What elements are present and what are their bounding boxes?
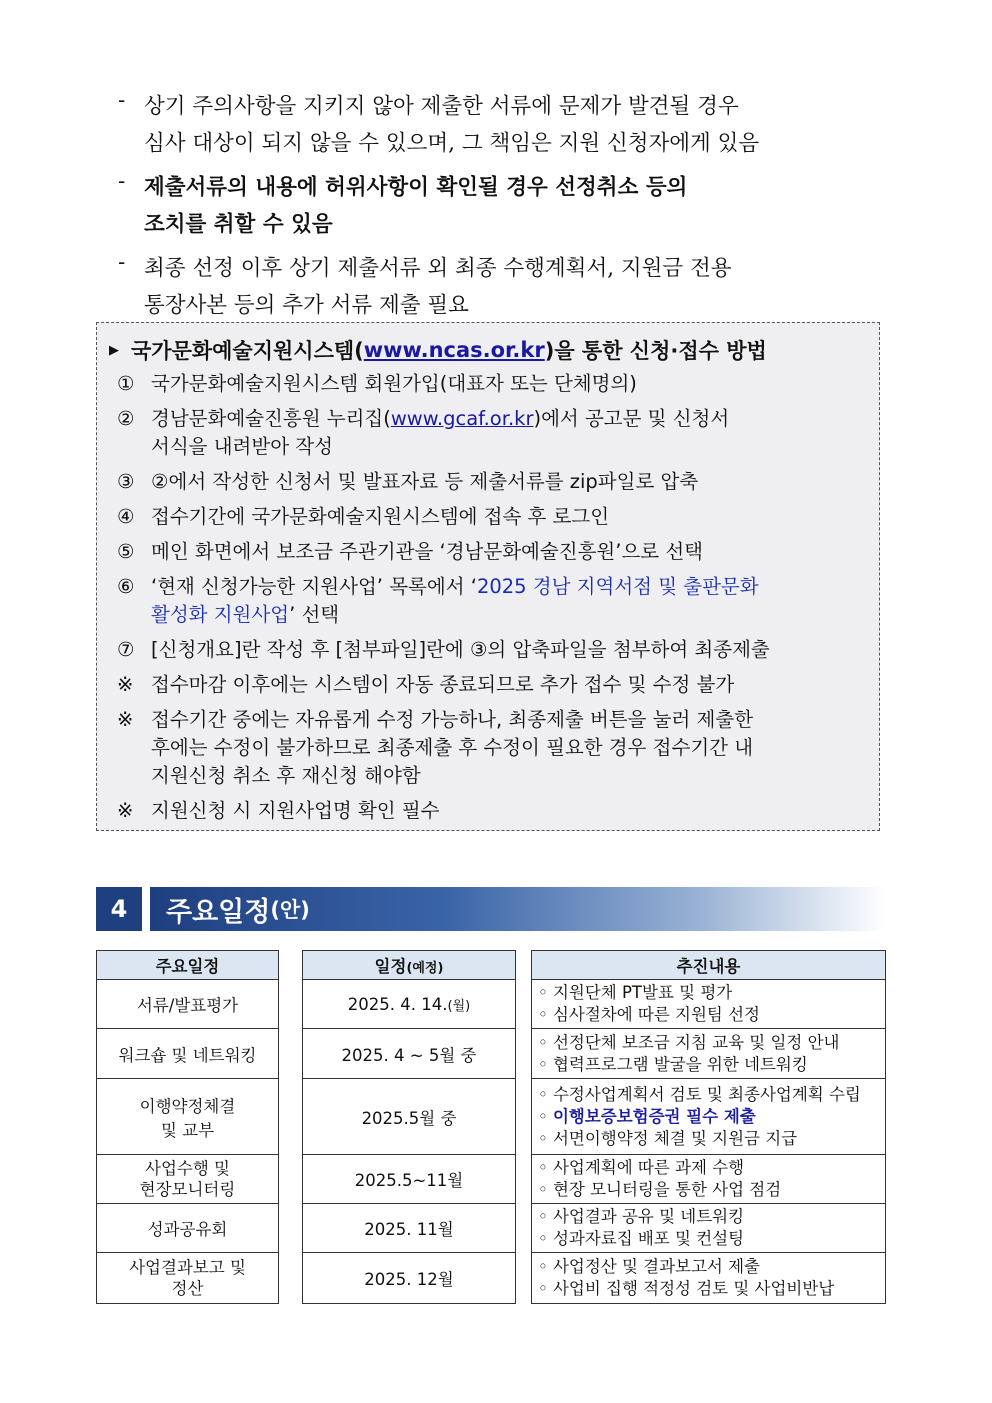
step-number: ④ — [117, 505, 135, 528]
step-number: ① — [117, 372, 135, 395]
section-header — [96, 887, 886, 931]
ncas-link[interactable]: www.ncas.or.kr — [363, 338, 545, 362]
list-item — [538, 1206, 885, 1228]
list-item — [538, 1032, 885, 1054]
list-item-text: 사업정산 및 결과보고서 제출 — [552, 1257, 760, 1276]
step-text — [151, 573, 865, 629]
list-item — [538, 1157, 885, 1179]
step-item — [109, 468, 865, 496]
note-item — [118, 169, 918, 243]
note-mark: ※ — [117, 799, 134, 822]
bullet-icon: ◦ — [538, 1279, 548, 1298]
step-item — [109, 573, 865, 629]
list-item-text-highlight: 이행보증보험증권 필수 제출 — [552, 1106, 756, 1126]
step-item — [109, 797, 865, 825]
content-cell — [532, 980, 886, 1029]
note-dash: - — [118, 88, 126, 113]
note-text: 최종 선정 이후 상기 제출서류 외 최종 수행계획서, 지원금 전용 통장사본 등의 추가 서류 제출 필요 — [144, 256, 732, 318]
step-text: [신청개요]란 작성 후 [첨부파일]란에 ③의 압축파일을 첨부하여 최종제출 — [151, 638, 770, 661]
content-cell — [532, 1079, 886, 1155]
step-item — [109, 405, 865, 461]
bullet-icon: ◦ — [538, 1207, 548, 1226]
application-procedure-box — [96, 322, 880, 831]
note-mark: ※ — [117, 673, 134, 696]
schedule-content-table — [531, 950, 886, 1304]
section-title-suffix: (안) — [270, 898, 310, 922]
content-cell — [532, 1253, 886, 1304]
bullet-icon: ◦ — [538, 1128, 548, 1148]
date-cell: 2025. 11월 — [303, 1204, 516, 1253]
list-item-text: 사업결과 공유 및 네트워킹 — [552, 1207, 745, 1226]
date-cell: 2025.5~11월 — [303, 1155, 516, 1204]
task-cell: 성과공유회 — [97, 1204, 279, 1253]
step-text: 접수기간 중에는 자유롭게 수정 가능하나, 최종제출 버튼을 눌러 제출한 후에는 수정이 불가하므로 최종제출 후 수정이 필요한 경우 접수기간 내 지원신청 취소 후 재신청 해야함 — [151, 708, 754, 787]
list-item-text: 서면이행약정 체결 및 지원금 지급 — [552, 1128, 798, 1148]
list-item — [538, 1084, 885, 1106]
step-text-part: ’ 선택 — [289, 603, 340, 626]
triangle-right-icon: ▶ — [109, 342, 119, 358]
step-number: ③ — [117, 470, 135, 493]
gcaf-link[interactable]: www.gcaf.or.kr — [390, 407, 534, 430]
list-item — [538, 1228, 885, 1250]
step-item — [109, 706, 865, 790]
schedule-task-table — [96, 950, 279, 1304]
section-title-bar — [150, 887, 886, 931]
list-item-text: 현장 모니터링을 통한 사업 점검 — [552, 1180, 782, 1199]
bullet-icon: ◦ — [538, 1229, 548, 1248]
box-title-suffix: )을 통한 신청·접수 방법 — [544, 339, 767, 363]
step-text: 지원신청 시 지원사업명 확인 필수 — [151, 799, 440, 822]
task-cell: 사업수행 및 현장모니터링 — [97, 1155, 279, 1204]
step-text-part: )에서 공고문 및 신청서 — [533, 407, 730, 430]
bullet-icon: ◦ — [538, 1180, 548, 1199]
content-cell — [532, 1204, 886, 1253]
list-item-text: 심사절차에 따른 지원팀 선정 — [552, 1005, 760, 1024]
column-header: 주요일정 — [97, 951, 279, 980]
list-item-text: 선정단체 보조금 지침 교육 및 일정 안내 — [552, 1032, 840, 1052]
program-name-part: 활성화 지원사업 — [151, 603, 290, 626]
step-item — [109, 370, 865, 398]
list-item-text: 성과자료집 배포 및 컨설팅 — [552, 1229, 745, 1248]
list-item-text: 협력프로그램 발굴을 위한 네트워킹 — [552, 1054, 808, 1074]
section-number: 4 — [96, 887, 142, 931]
step-item — [109, 503, 865, 531]
step-text-part: 경남문화예술진흥원 누리집( — [151, 407, 391, 430]
section-title: 주요일정 — [166, 896, 271, 928]
column-header-label: 일정 — [374, 957, 407, 976]
bullet-icon: ◦ — [538, 1257, 548, 1276]
step-number: ② — [117, 407, 135, 430]
date-cell — [303, 980, 516, 1029]
list-item — [538, 1256, 885, 1278]
column-header-suffix: (예정) — [406, 961, 444, 976]
task-cell: 서류/발표평가 — [97, 980, 279, 1029]
step-text: 접수마감 이후에는 시스템이 자동 종료되므로 추가 접수 및 수정 불가 — [151, 673, 735, 696]
list-item-text: 지원단체 PT발표 및 평가 — [552, 983, 733, 1002]
task-cell: 사업결과보고 및 정산 — [97, 1253, 279, 1304]
step-item — [109, 671, 865, 699]
column-header — [303, 951, 516, 980]
list-item-text: 사업계획에 따른 과제 수행 — [552, 1158, 745, 1177]
step-number: ⑥ — [117, 575, 135, 598]
note-dash: - — [118, 169, 126, 194]
list-item — [538, 1128, 885, 1150]
step-number: ⑤ — [117, 540, 135, 563]
date-cell: 2025. 12월 — [303, 1253, 516, 1304]
bullet-icon: ◦ — [538, 1084, 548, 1104]
note-item — [118, 250, 918, 324]
step-text: ②에서 작성한 신청서 및 발표자료 등 제출서류를 zip파일로 압축 — [151, 470, 699, 493]
list-item — [538, 1179, 885, 1201]
list-item-text: 수정사업계획서 검토 및 최종사업계획 수립 — [552, 1084, 861, 1104]
step-text: 접수기간에 국가문화예술지원시스템에 접속 후 로그인 — [151, 505, 610, 528]
note-item — [118, 88, 918, 162]
note-dash: - — [118, 250, 126, 275]
bullet-icon: ◦ — [538, 983, 548, 1002]
step-text-part: ‘현재 신청가능한 지원사업’ 목록에서 ‘ — [151, 575, 477, 598]
step-text: 메인 화면에서 보조금 주관기관을 ‘경남문화예술진흥원’으로 선택 — [151, 540, 703, 563]
date-cell: 2025.5월 중 — [303, 1079, 516, 1155]
box-title-prefix: 국가문화예술지원시스템( — [131, 339, 364, 363]
bullet-icon: ◦ — [538, 1005, 548, 1024]
note-text: 제출서류의 내용에 허위사항이 확인될 경우 선정취소 등의 조치를 취할 수 있음 — [144, 175, 688, 237]
step-text-part: 서식을 내려받아 작성 — [151, 435, 333, 458]
schedule-date-table — [302, 950, 516, 1304]
content-cell — [532, 1155, 886, 1204]
task-cell: 이행약정체결 및 교부 — [97, 1079, 279, 1155]
task-cell: 워크숍 및 네트워킹 — [97, 1029, 279, 1079]
step-text — [151, 405, 865, 461]
weekday-text: (월) — [447, 998, 471, 1014]
content-cell — [532, 1029, 886, 1079]
bullet-icon: ◦ — [538, 1158, 548, 1177]
list-item — [538, 1054, 885, 1076]
step-item — [109, 538, 865, 566]
list-item — [538, 1004, 885, 1026]
step-item — [109, 636, 865, 664]
date-cell: 2025. 4 ~ 5월 중 — [303, 1029, 516, 1079]
column-header: 추진내용 — [532, 951, 886, 980]
bullet-icon: ◦ — [538, 1054, 548, 1074]
date-text: 2025. 4. 14. — [347, 994, 448, 1014]
bullet-icon: ◦ — [538, 1106, 548, 1126]
bullet-icon: ◦ — [538, 1032, 548, 1052]
program-name-part: 2025 경남 지역서점 및 출판문화 — [476, 575, 759, 598]
step-text: 국가문화예술지원시스템 회원가입(대표자 또는 단체명의) — [151, 372, 637, 395]
list-item — [538, 982, 885, 1004]
note-text: 상기 주의사항을 지키지 않아 제출한 서류에 문제가 발견될 경우 심사 대상이 되지 않을 수 있으며, 그 책임은 지원 신청자에게 있음 — [144, 94, 760, 156]
step-number: ⑦ — [117, 638, 135, 661]
notes-list — [118, 88, 918, 331]
list-item — [538, 1278, 885, 1300]
list-item — [538, 1106, 885, 1128]
note-mark: ※ — [117, 708, 134, 731]
list-item-text: 사업비 집행 적정성 검토 및 사업비반납 — [552, 1279, 835, 1298]
box-title — [109, 335, 865, 365]
